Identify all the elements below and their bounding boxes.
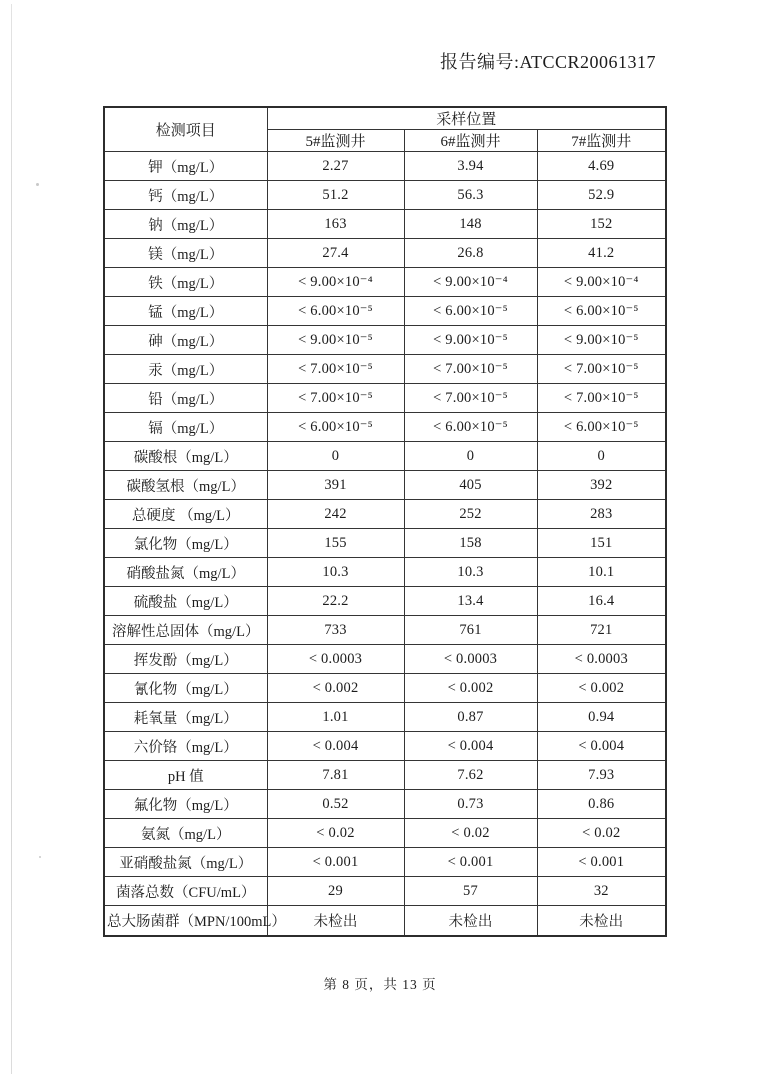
well-7-value: < 0.0003	[537, 645, 666, 674]
scan-speck	[39, 856, 41, 858]
well-5-value: < 7.00×10⁻⁵	[267, 355, 404, 384]
well-6-value: 0.73	[404, 790, 537, 819]
results-table-header	[104, 107, 666, 152]
well-7-value: 10.1	[537, 558, 666, 587]
table-row	[104, 761, 666, 790]
table-row	[104, 384, 666, 413]
well-5-value: 0	[267, 442, 404, 471]
well-6-value: 0.87	[404, 703, 537, 732]
well-6-value: < 6.00×10⁻⁵	[404, 297, 537, 326]
well-5-value: < 0.002	[267, 674, 404, 703]
well-6-value: < 0.0003	[404, 645, 537, 674]
well-5-value: < 7.00×10⁻⁵	[267, 384, 404, 413]
results-table	[103, 106, 667, 937]
table-row	[104, 297, 666, 326]
table-row	[104, 529, 666, 558]
results-table-container	[103, 106, 665, 937]
well-5-value: < 6.00×10⁻⁵	[267, 297, 404, 326]
well-6-value: 158	[404, 529, 537, 558]
well-7-value: < 9.00×10⁻⁴	[537, 268, 666, 297]
table-row	[104, 732, 666, 761]
well-5-value: < 6.00×10⁻⁵	[267, 413, 404, 442]
well-6-value: 252	[404, 500, 537, 529]
well-5-value: 733	[267, 616, 404, 645]
well-7-value: 0	[537, 442, 666, 471]
well-5-value: 391	[267, 471, 404, 500]
well-5-value: 未检出	[267, 906, 404, 936]
well-7-value: < 6.00×10⁻⁵	[537, 413, 666, 442]
well-6-value: 13.4	[404, 587, 537, 616]
well-7-value: 7.93	[537, 761, 666, 790]
well-6-value: 56.3	[404, 181, 537, 210]
well-7-value: < 9.00×10⁻⁵	[537, 326, 666, 355]
well-7-value: 52.9	[537, 181, 666, 210]
well-5-value: < 0.0003	[267, 645, 404, 674]
well-6-value: 57	[404, 877, 537, 906]
test-item-label: 硫酸盐（mg/L）	[104, 587, 267, 616]
table-row	[104, 848, 666, 877]
well-6-value: < 9.00×10⁻⁴	[404, 268, 537, 297]
well-6-value: 未检出	[404, 906, 537, 936]
well-6-value: 0	[404, 442, 537, 471]
well-5-value: < 9.00×10⁻⁴	[267, 268, 404, 297]
table-row	[104, 819, 666, 848]
well-7-value: < 7.00×10⁻⁵	[537, 384, 666, 413]
column-header-well-5: 5#监测井	[267, 130, 404, 152]
well-7-value: 16.4	[537, 587, 666, 616]
well-5-value: 7.81	[267, 761, 404, 790]
well-6-value: 761	[404, 616, 537, 645]
column-header-well-7: 7#监测井	[537, 130, 666, 152]
page-number-footer: 第 8 页，共 13 页	[323, 977, 437, 992]
test-item-label: 锰（mg/L）	[104, 297, 267, 326]
results-tbody	[104, 152, 666, 937]
test-item-label: 氨氮（mg/L）	[104, 819, 267, 848]
well-7-value: 392	[537, 471, 666, 500]
table-row	[104, 645, 666, 674]
well-6-value: 405	[404, 471, 537, 500]
table-row	[104, 587, 666, 616]
table-row	[104, 558, 666, 587]
well-7-value: 721	[537, 616, 666, 645]
well-7-value: 0.86	[537, 790, 666, 819]
well-5-value: 29	[267, 877, 404, 906]
test-item-label: 铁（mg/L）	[104, 268, 267, 297]
well-5-value: 163	[267, 210, 404, 239]
column-header-well-6: 6#监测井	[404, 130, 537, 152]
scan-speck	[36, 183, 39, 186]
well-6-value: < 0.02	[404, 819, 537, 848]
test-item-label: 氯化物（mg/L）	[104, 529, 267, 558]
well-5-value: 0.52	[267, 790, 404, 819]
well-6-value: < 7.00×10⁻⁵	[404, 384, 537, 413]
table-row	[104, 268, 666, 297]
well-7-value: 151	[537, 529, 666, 558]
well-7-value: < 0.001	[537, 848, 666, 877]
test-item-label: 硝酸盐氮（mg/L）	[104, 558, 267, 587]
table-row	[104, 616, 666, 645]
test-item-label: 镉（mg/L）	[104, 413, 267, 442]
well-6-value: < 9.00×10⁻⁵	[404, 326, 537, 355]
test-item-label: pH 值	[104, 761, 267, 790]
table-row	[104, 181, 666, 210]
well-5-value: < 0.004	[267, 732, 404, 761]
scan-page-edge	[11, 4, 12, 1074]
well-6-value: < 0.002	[404, 674, 537, 703]
well-7-value: 283	[537, 500, 666, 529]
well-5-value: 2.27	[267, 152, 404, 181]
well-5-value: 242	[267, 500, 404, 529]
test-item-label: 耗氧量（mg/L）	[104, 703, 267, 732]
well-5-value: < 0.001	[267, 848, 404, 877]
well-7-value: < 7.00×10⁻⁵	[537, 355, 666, 384]
table-row	[104, 471, 666, 500]
well-6-value: 10.3	[404, 558, 537, 587]
well-7-value: 0.94	[537, 703, 666, 732]
well-7-value: 152	[537, 210, 666, 239]
table-row	[104, 500, 666, 529]
test-item-label: 钠（mg/L）	[104, 210, 267, 239]
table-row	[104, 326, 666, 355]
column-header-test-item: 检测项目	[104, 107, 267, 152]
well-6-value: < 7.00×10⁻⁵	[404, 355, 537, 384]
well-7-value: < 0.004	[537, 732, 666, 761]
test-item-label: 菌落总数（CFU/mL）	[104, 877, 267, 906]
well-5-value: 51.2	[267, 181, 404, 210]
well-7-value: < 6.00×10⁻⁵	[537, 297, 666, 326]
well-5-value: < 9.00×10⁻⁵	[267, 326, 404, 355]
well-5-value: 27.4	[267, 239, 404, 268]
well-7-value: 未检出	[537, 906, 666, 936]
well-7-value: 41.2	[537, 239, 666, 268]
test-item-label: 碳酸氢根（mg/L）	[104, 471, 267, 500]
test-item-label: 亚硝酸盐氮（mg/L）	[104, 848, 267, 877]
well-5-value: 22.2	[267, 587, 404, 616]
test-item-label: 总大肠菌群（MPN/100mL）	[104, 906, 267, 936]
well-5-value: 155	[267, 529, 404, 558]
table-row	[104, 442, 666, 471]
test-item-label: 总硬度 （mg/L）	[104, 500, 267, 529]
well-5-value: 10.3	[267, 558, 404, 587]
test-item-label: 铅（mg/L）	[104, 384, 267, 413]
well-7-value: < 0.02	[537, 819, 666, 848]
test-item-label: 挥发酚（mg/L）	[104, 645, 267, 674]
table-row	[104, 703, 666, 732]
test-item-label: 六价铬（mg/L）	[104, 732, 267, 761]
table-row	[104, 152, 666, 181]
report-number: 报告编号:ATCCR20061317	[439, 52, 656, 72]
test-item-label: 砷（mg/L）	[104, 326, 267, 355]
column-header-sampling-location: 采样位置	[267, 107, 666, 130]
test-item-label: 氟化物（mg/L）	[104, 790, 267, 819]
test-item-label: 溶解性总固体（mg/L）	[104, 616, 267, 645]
well-6-value: < 0.004	[404, 732, 537, 761]
test-item-label: 钙（mg/L）	[104, 181, 267, 210]
well-7-value: 4.69	[537, 152, 666, 181]
well-6-value: 3.94	[404, 152, 537, 181]
well-7-value: 32	[537, 877, 666, 906]
well-6-value: < 6.00×10⁻⁵	[404, 413, 537, 442]
table-row	[104, 239, 666, 268]
well-7-value: < 0.002	[537, 674, 666, 703]
table-row	[104, 906, 666, 936]
test-item-label: 钾（mg/L）	[104, 152, 267, 181]
table-row	[104, 210, 666, 239]
well-6-value: < 0.001	[404, 848, 537, 877]
test-item-label: 碳酸根（mg/L）	[104, 442, 267, 471]
table-row	[104, 355, 666, 384]
well-5-value: 1.01	[267, 703, 404, 732]
table-row	[104, 877, 666, 906]
well-6-value: 26.8	[404, 239, 537, 268]
table-row	[104, 674, 666, 703]
well-6-value: 148	[404, 210, 537, 239]
test-item-label: 镁（mg/L）	[104, 239, 267, 268]
well-5-value: < 0.02	[267, 819, 404, 848]
table-row	[104, 790, 666, 819]
table-row	[104, 413, 666, 442]
well-6-value: 7.62	[404, 761, 537, 790]
header-row-sampling-location	[104, 107, 666, 130]
test-item-label: 氰化物（mg/L）	[104, 674, 267, 703]
test-item-label: 汞（mg/L）	[104, 355, 267, 384]
